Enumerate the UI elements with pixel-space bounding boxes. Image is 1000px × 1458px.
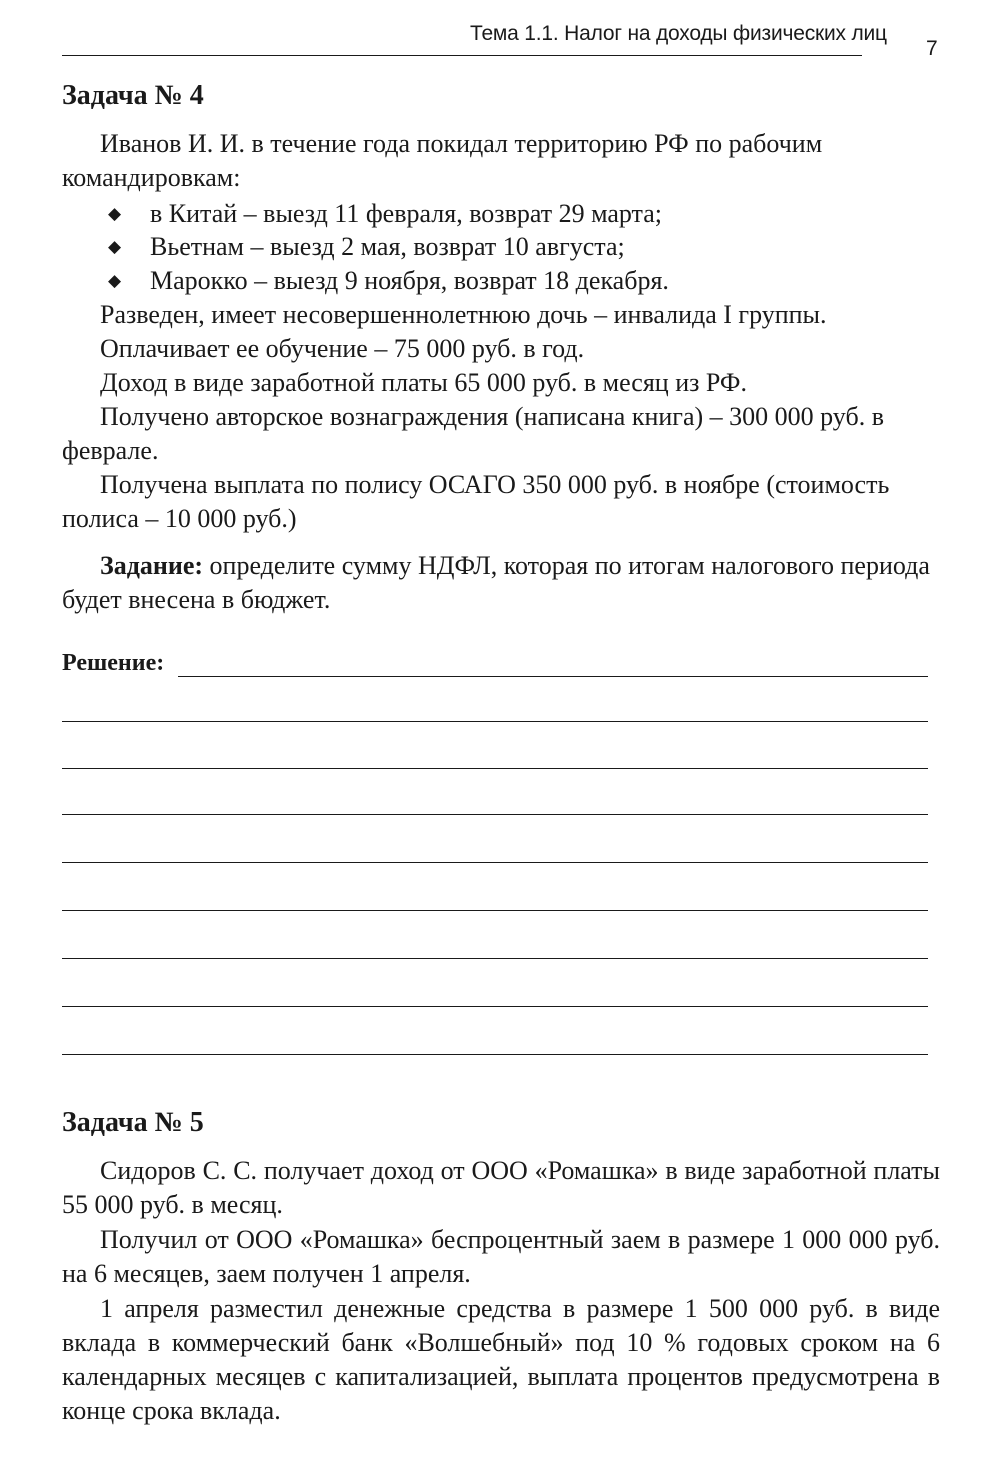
task-5-paragraph-loan: Получил от ООО «Ромашка» беспроцентный заем в размере 1 000 000 руб. на 6 месяцев, заем получен 1 апреля. [62,1225,940,1288]
bullet-icon: ◆ [108,237,122,256]
answer-line[interactable] [62,910,928,911]
solution-label: Решение: [62,650,165,676]
trip-item [108,264,669,298]
answer-line[interactable] [62,1054,928,1055]
task-4-intro: Иванов И. И. в течение года покидал территорию РФ по рабочим командировкам: [62,129,823,192]
answer-line[interactable] [62,814,928,815]
task-4-heading: Задача № 4 [62,80,204,111]
bullet-icon: ◆ [108,204,122,223]
task-5-paragraph-salary: Сидоров С. С. получает доход от ООО «Ромашка» в виде заработной платы 55 000 руб. в месяц. [62,1156,940,1219]
answer-line[interactable] [178,676,928,677]
page-number: 7 [926,37,938,60]
fact-royalty: Получено авторское вознаграждения (написана книга) – 300 000 руб. в феврале. [62,402,884,465]
task-5-heading: Задача № 5 [62,1107,204,1138]
answer-line[interactable] [62,721,928,722]
running-header-title: Тема 1.1. Налог на доходы физических лиц [470,22,887,45]
trip-text: в Китай – выезд 11 февраля, возврат 29 марта; [150,199,662,228]
fact-salary: Доход в виде заработной платы 65 000 руб. в месяц из РФ. [100,368,747,397]
assignment-text: определите сумму НДФЛ, которая по итогам налогового периода будет внесена в бюджет. [62,551,930,614]
answer-line[interactable] [62,768,928,769]
answer-line[interactable] [62,1006,928,1007]
assignment-label: Задание: [100,551,204,580]
header-rule [62,55,862,56]
bullet-icon: ◆ [108,271,122,290]
trip-item [108,230,625,264]
fact-osago: Получена выплата по полису ОСАГО 350 000 руб. в ноябре (стоимость полиса – 10 000 руб.) [62,470,890,533]
answer-line[interactable] [62,862,928,863]
task-5-paragraph-deposit: 1 апреля разместил денежные средства в размере 1 500 000 руб. в виде вклада в коммерческий банк «Волшебный» под 10 % годовых сроком на 6 календарных месяцев с капитализацией, выплата процентов предусмотрена в конце срока вклада. [62,1294,940,1425]
answer-line[interactable] [62,958,928,959]
trip-item [108,197,662,231]
trip-text: Марокко – выезд 9 ноября, возврат 18 декабря. [150,266,669,295]
trip-text: Вьетнам – выезд 2 мая, возврат 10 августа; [150,232,625,261]
task-4-assignment [62,549,940,617]
fact-tuition: Оплачивает ее обучение – 75 000 руб. в год. [100,334,585,363]
fact-marital-status: Разведен, имеет несовершеннолетнюю дочь – инвалида I группы. [100,300,827,329]
